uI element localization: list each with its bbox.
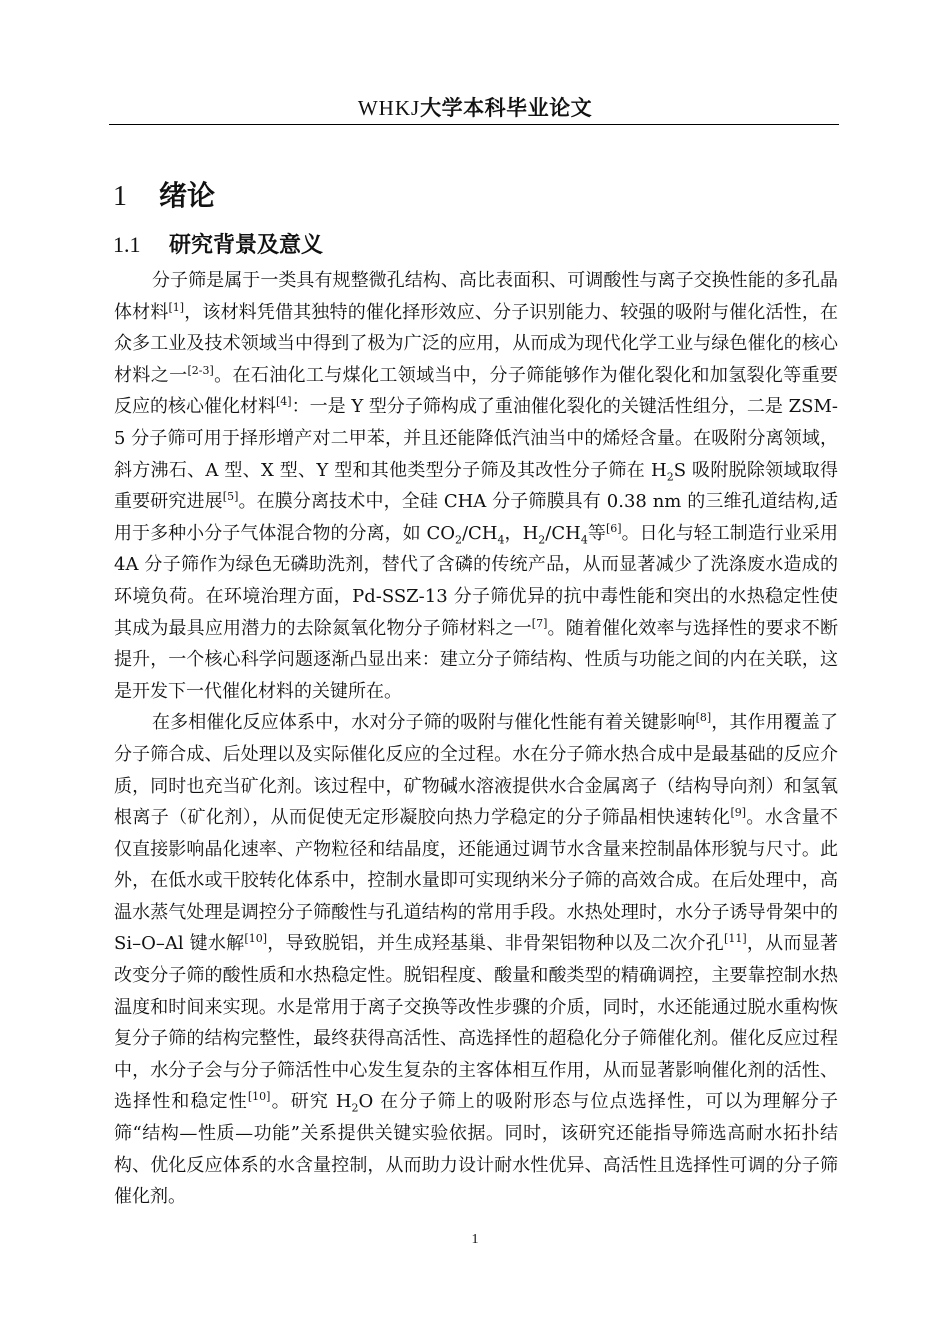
subscript: 2 — [666, 470, 674, 484]
header-latin: WHKJ — [357, 96, 421, 120]
paragraph-1 — [114, 265, 838, 707]
citation: [2-3] — [187, 363, 214, 377]
citation: [4] — [276, 395, 292, 409]
citation: [10] — [247, 1090, 271, 1104]
text-run: /CH — [461, 522, 498, 544]
page-number: 1 — [471, 1232, 479, 1247]
text-run: ，导致脱铝，并生成羟基巢、非骨架铝物种以及二次介孔 — [267, 933, 725, 955]
subscript: 4 — [580, 533, 588, 547]
subscript: 2 — [538, 533, 546, 547]
citation: [8] — [695, 711, 712, 725]
section-heading — [113, 228, 323, 259]
chapter-number: 1 — [113, 181, 127, 212]
text-run: ：一是 Y 型分子筛构成了重油催化裂化的关键活性组分，二是 ZSM-5 分子筛可用于择形增产对二甲苯，并且还能降低汽油当中的烯烃含量。在吸附分离领域，斜方沸石、A 型、X 型、Y 型和其他类型分子筛及其改性分子筛在 H — [114, 396, 838, 481]
subscript: 4 — [497, 533, 505, 547]
section-title: 研究背景及意义 — [169, 232, 324, 258]
text-run: /CH — [545, 522, 581, 544]
chapter-heading — [113, 174, 215, 214]
paragraph-2 — [114, 707, 838, 1213]
text-run: 。水含量不仅直接影响晶化速率、产物粒径和结晶度，还能通过调节水含量来控制晶体形貌与尺寸。此外，在低水或干胶转化体系中，控制水量即可实现纳米分子筛的高效合成。在后处理中，高温水蒸气处理是调控分子筛酸性与孔道结构的常用手段。水热处理时，水分子诱导骨架中的 Si–O–Al 键水解 — [114, 807, 839, 955]
text-run: ，从而显著改变分子筛的酸性质和水热稳定性。脱铝程度、酸量和酸类型的精确调控，主要靠控制水热温度和时间来实现。水是常用于离子交换等改性步骤的介质，同时，水还能通过脱水重构恢复分子筛的结构完整性，最终获得高活性、高选择性的超稳化分子筛催化剂。催化反应过程中，水分子会与分子筛活性中心发生复杂的主客体相互作用，从而显著影响催化剂的活性、选择性和稳定性 — [114, 933, 838, 1113]
text-run: ，其作用覆盖了分子筛合成、后处理以及实际催化反应的全过程。水在分子筛水热合成中是最基础的反应介质，同时也充当矿化剂。该过程中，矿物碱水溶液提供水合金属离子（结构导向剂）和氢氧根离子（矿化剂），从而促使无定形凝胶向热力学稳定的分子筛晶相快速转化 — [114, 712, 839, 829]
text-run: 。随着催化效率与选择性的要求不断提升，一个核心科学问题逐渐凸显出来：建立分子筛结构、性质与功能之间的内在关联，这是开发下一代催化材料的关键所在。 — [114, 617, 839, 702]
text-run: 。日化与轻工制造行业采用 4A 分子筛作为绿色无磷助洗剂，替代了含磷的传统产品，从而显著减少了洗涤废水造成的环境负荷。在环境治理方面，Pd-SSZ-13 分子筛优异的抗中毒性能和突出的水热稳定性使其成为最具应用潜力的去除氮氧化物分子筛材料之一 — [114, 522, 839, 639]
text-run: ，该材料凭借其独特的催化择形效应、分子识别能力、较强的吸附与催化活性，在众多工业及技术领域当中得到了极为广泛的应用，从而成为现代化学工业与绿色催化的核心材料之一 — [114, 301, 839, 386]
header-rule — [109, 124, 839, 125]
citation: [9] — [730, 806, 747, 820]
text-run: 。在石油化工与煤化工领域当中，分子筛能够作为催化裂化和加氢裂化等重要反应的核心催化材料 — [114, 364, 839, 418]
citation: [5] — [222, 490, 239, 504]
running-header — [0, 92, 950, 122]
text-run: 分子筛是属于一类具有规整微孔结构、高比表面积、可调酸性与离子交换性能的多孔晶体材料 — [114, 270, 838, 323]
text-run: S 吸附脱除领域取得重要研究进展 — [114, 459, 838, 513]
citation: [6] — [605, 521, 622, 535]
citation: [1] — [168, 300, 185, 314]
text-run: 。在膜分离技术中，全硅 CHA 分子筛膜具有 0.38 nm 的三维孔道结构,适用于多种小分子气体混合物的分离，如 CO — [114, 491, 838, 544]
subscript: 2 — [351, 1102, 359, 1116]
subscript: 2 — [454, 533, 462, 547]
text-run: 在多相催化反应体系中，水对分子筛的吸附与催化性能有着关键影响 — [152, 712, 696, 734]
text-run: ，H — [504, 522, 539, 544]
text-run: 。研究 H — [270, 1091, 352, 1113]
citation: [10] — [244, 932, 267, 946]
citation: [7] — [531, 616, 548, 630]
header-title: 大学本科毕业论文 — [420, 96, 593, 120]
citation: [11] — [724, 932, 747, 946]
body-text — [114, 265, 838, 1213]
section-number: 1.1 — [113, 232, 141, 257]
text-run: O 在分子筛上的吸附形态与位点选择性，可以为理解分子筛“结构—性质—功能”关系提供关键实验依据。同时，该研究还能指导筛选高耐水拓扑结构、优化反应体系的水含量控制，从而助力设计耐水性优异、高活性且选择性可调的分子筛催化剂。 — [114, 1091, 838, 1208]
chapter-title: 绪论 — [159, 179, 216, 212]
text-run: 等 — [587, 522, 606, 544]
